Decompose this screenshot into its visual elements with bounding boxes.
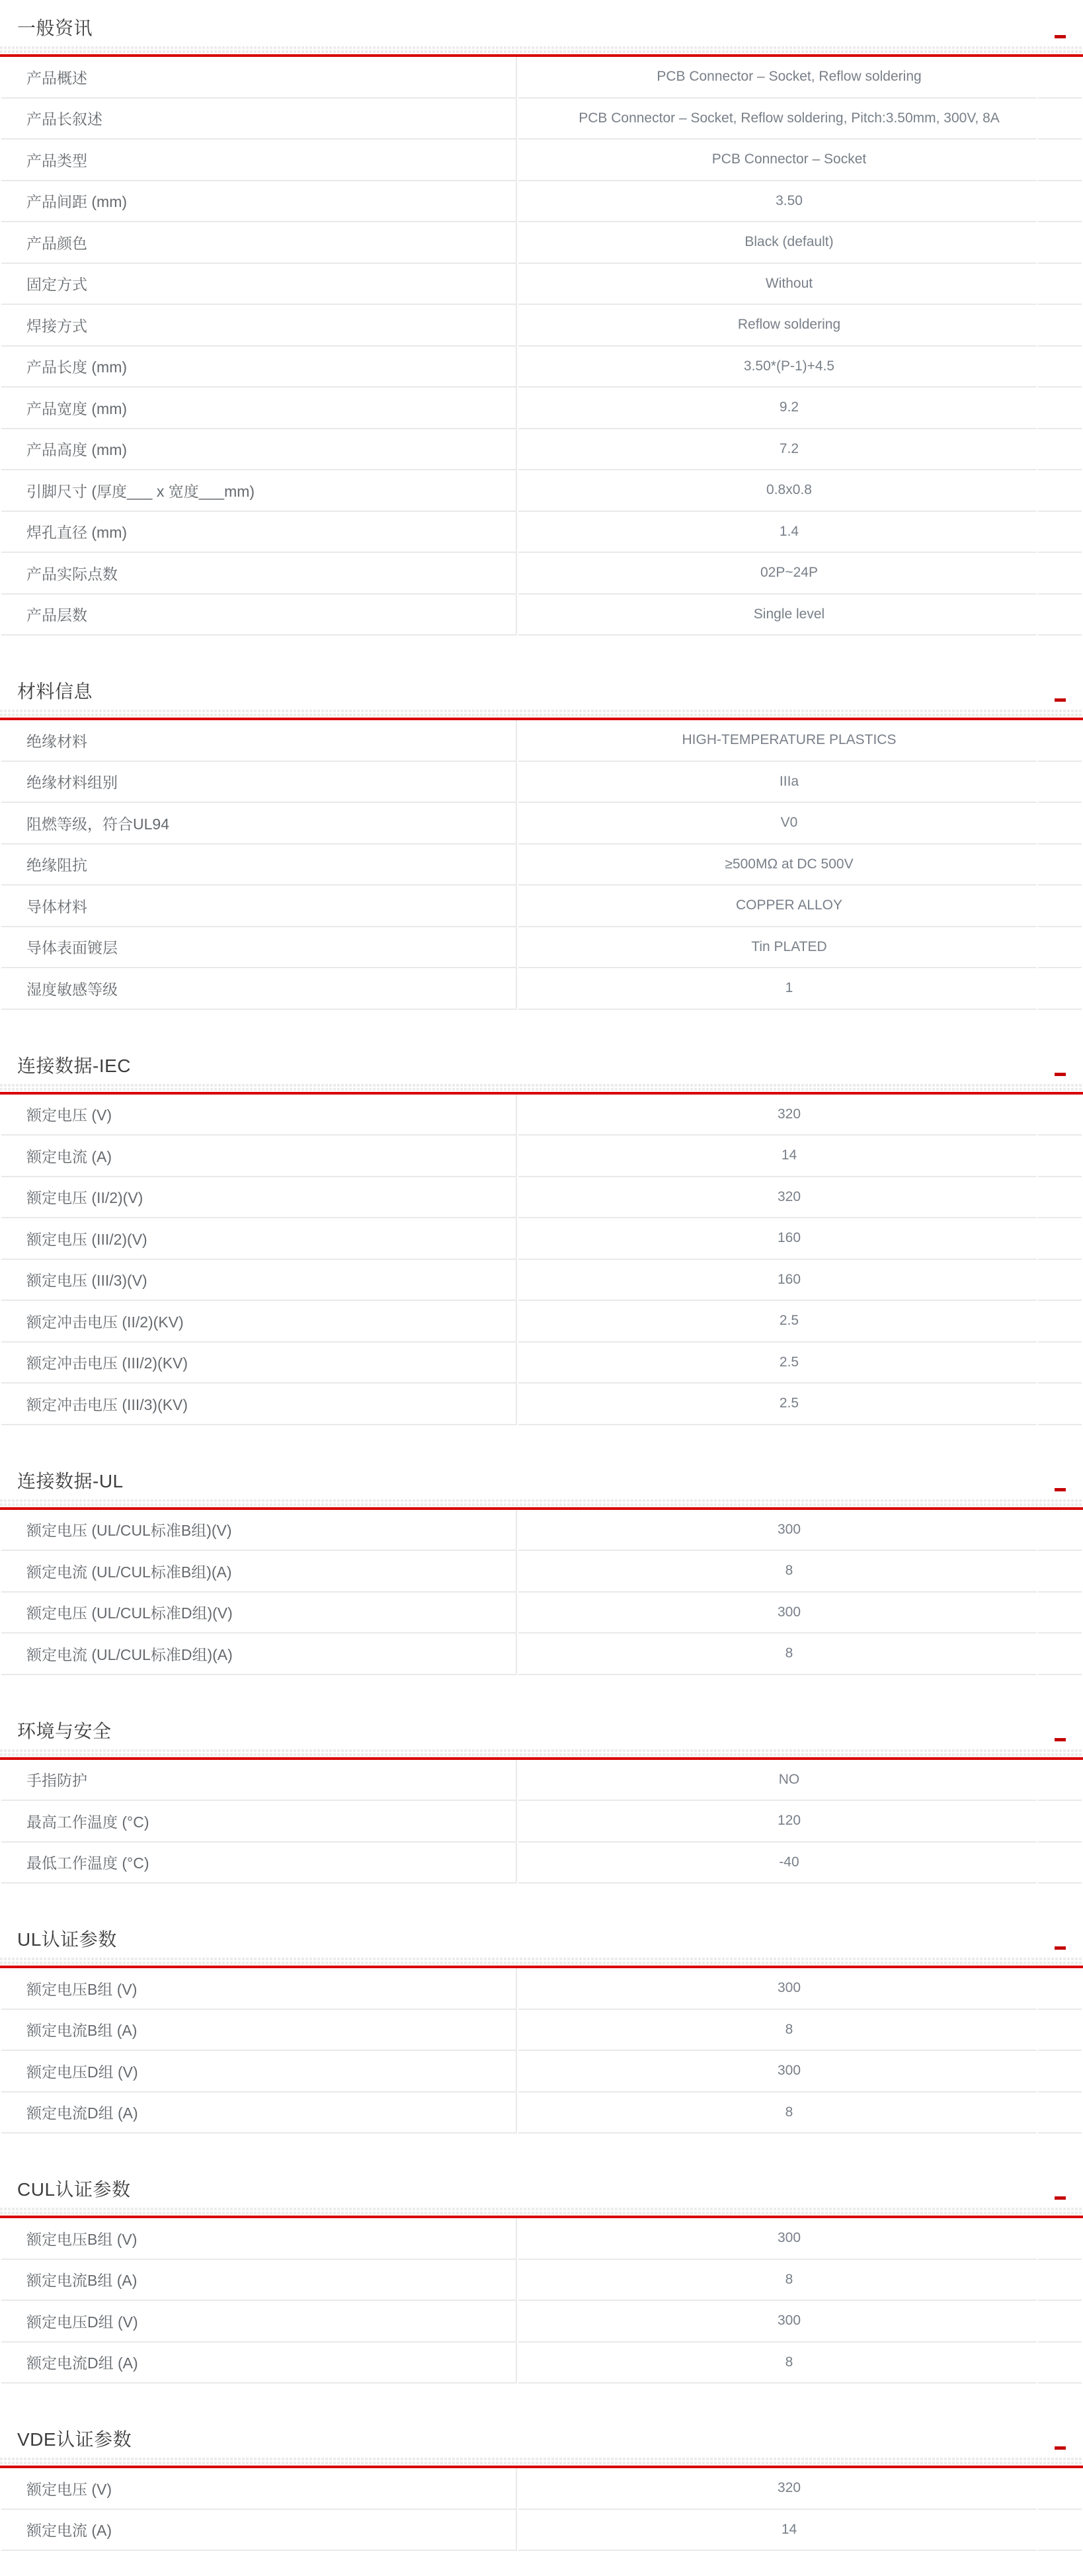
table-row xyxy=(1,140,1082,181)
table-row xyxy=(1,99,1082,140)
row-value: 160 xyxy=(518,1218,1037,1260)
row-label: 额定电流 (UL/CUL标准D组)(A) xyxy=(1,1634,517,1675)
table-row xyxy=(1,968,1082,1010)
row-spacer xyxy=(1038,57,1082,99)
section-rule-texture xyxy=(0,46,1083,54)
section-header xyxy=(0,17,1083,40)
row-value: 160 xyxy=(518,1260,1037,1302)
row-value: 1.4 xyxy=(518,512,1037,554)
table-row xyxy=(1,181,1082,223)
row-spacer xyxy=(1038,470,1082,512)
row-value: 320 xyxy=(518,2468,1037,2510)
collapse-minus-icon[interactable] xyxy=(1055,35,1066,38)
spec-table-body xyxy=(1,720,1082,1010)
spec-table-body xyxy=(1,1968,1082,2134)
collapse-minus-icon[interactable] xyxy=(1055,1073,1066,1076)
row-spacer xyxy=(1038,1760,1082,1802)
row-spacer xyxy=(1038,305,1082,347)
spec-section xyxy=(0,681,1083,1010)
row-label: 产品实际点数 xyxy=(1,553,517,595)
row-value: IIIa xyxy=(518,762,1037,804)
row-label: 产品层数 xyxy=(1,595,517,636)
row-spacer xyxy=(1038,140,1082,181)
spec-table xyxy=(0,2468,1083,2551)
row-value: 300 xyxy=(518,1968,1037,2010)
section-title: CUL认证参数 xyxy=(17,2179,131,2200)
row-value: 300 xyxy=(518,2218,1037,2260)
row-label: 额定电压D组 (V) xyxy=(1,2301,517,2343)
row-spacer xyxy=(1038,388,1082,429)
table-row xyxy=(1,1801,1082,1843)
row-label: 湿度敏感等级 xyxy=(1,968,517,1010)
spec-table-body xyxy=(1,2468,1082,2551)
spec-section xyxy=(0,1470,1083,1675)
spec-section xyxy=(0,2429,1083,2551)
row-spacer xyxy=(1038,1384,1082,1425)
table-row xyxy=(1,1968,1082,2010)
row-spacer xyxy=(1038,1593,1082,1634)
table-row xyxy=(1,1343,1082,1384)
spec-table-body xyxy=(1,1760,1082,1884)
row-label: 导体材料 xyxy=(1,886,517,927)
row-spacer xyxy=(1038,803,1082,845)
row-spacer xyxy=(1038,1801,1082,1843)
row-label: 额定电流B组 (A) xyxy=(1,2010,517,2052)
row-value: COPPER ALLOY xyxy=(518,886,1037,927)
row-label: 产品间距 (mm) xyxy=(1,181,517,223)
row-label: 额定电压 (UL/CUL标准D组)(V) xyxy=(1,1593,517,1634)
row-spacer xyxy=(1038,264,1082,306)
row-label: 产品颜色 xyxy=(1,222,517,264)
table-row xyxy=(1,1136,1082,1177)
row-value: V0 xyxy=(518,803,1037,845)
row-spacer xyxy=(1038,2468,1082,2510)
row-value: PCB Connector – Socket xyxy=(518,140,1037,181)
row-value: 300 xyxy=(518,2301,1037,2343)
row-spacer xyxy=(1038,2051,1082,2093)
section-title: 连接数据-IEC xyxy=(17,1055,132,1076)
table-row xyxy=(1,2093,1082,2134)
section-title: 环境与安全 xyxy=(17,1720,112,1741)
section-rule-texture xyxy=(0,1749,1083,1757)
table-row xyxy=(1,57,1082,99)
row-value: HIGH-TEMPERATURE PLASTICS xyxy=(518,720,1037,762)
row-label: 额定电流D组 (A) xyxy=(1,2093,517,2134)
row-label: 绝缘材料组别 xyxy=(1,762,517,804)
section-header xyxy=(0,1720,1083,1743)
row-spacer xyxy=(1038,2343,1082,2384)
spec-sections xyxy=(0,17,1083,2551)
section-header xyxy=(0,1470,1083,1493)
table-row xyxy=(1,1760,1082,1802)
table-row xyxy=(1,886,1082,927)
collapse-minus-icon[interactable] xyxy=(1055,1488,1066,1491)
row-spacer xyxy=(1038,927,1082,969)
row-value: 9.2 xyxy=(518,388,1037,429)
row-value: PCB Connector – Socket, Reflow soldering xyxy=(518,57,1037,99)
spec-table-body xyxy=(1,57,1082,636)
row-label: 产品类型 xyxy=(1,140,517,181)
spec-table xyxy=(0,1510,1083,1675)
row-value: 320 xyxy=(518,1177,1037,1219)
row-label: 最高工作温度 (°C) xyxy=(1,1801,517,1843)
row-spacer xyxy=(1038,1343,1082,1384)
table-row xyxy=(1,595,1082,636)
row-value: 320 xyxy=(518,1095,1037,1136)
row-value: 8 xyxy=(518,2343,1037,2384)
row-spacer xyxy=(1038,2260,1082,2302)
row-label: 焊孔直径 (mm) xyxy=(1,512,517,554)
row-spacer xyxy=(1038,2010,1082,2052)
row-label: 额定电压B组 (V) xyxy=(1,2218,517,2260)
row-value: NO xyxy=(518,1760,1037,1802)
table-row xyxy=(1,2468,1082,2510)
row-label: 额定电流 (A) xyxy=(1,2510,517,2552)
row-label: 额定冲击电压 (II/2)(KV) xyxy=(1,1301,517,1343)
row-value: Single level xyxy=(518,595,1037,636)
section-rule-texture xyxy=(0,710,1083,718)
row-value: Tin PLATED xyxy=(518,927,1037,969)
collapse-minus-icon[interactable] xyxy=(1055,2196,1066,2200)
row-label: 引脚尺寸 (厚度___ x 宽度___mm) xyxy=(1,470,517,512)
row-value: 120 xyxy=(518,1801,1037,1843)
row-value: 2.5 xyxy=(518,1301,1037,1343)
row-label: 产品宽度 (mm) xyxy=(1,388,517,429)
section-header xyxy=(0,1055,1083,1077)
table-row xyxy=(1,264,1082,306)
row-label: 产品高度 (mm) xyxy=(1,429,517,471)
row-value: ≥500MΩ at DC 500V xyxy=(518,845,1037,886)
table-row xyxy=(1,1634,1082,1675)
table-row xyxy=(1,2301,1082,2343)
row-spacer xyxy=(1038,1634,1082,1675)
row-spacer xyxy=(1038,553,1082,595)
table-row xyxy=(1,762,1082,804)
row-spacer xyxy=(1038,2218,1082,2260)
row-label: 额定冲击电压 (III/3)(KV) xyxy=(1,1384,517,1425)
table-row xyxy=(1,512,1082,554)
table-row xyxy=(1,429,1082,471)
row-label: 导体表面镀层 xyxy=(1,927,517,969)
table-row xyxy=(1,2260,1082,2302)
row-label: 产品概述 xyxy=(1,57,517,99)
row-value: 8 xyxy=(518,2093,1037,2134)
section-rule-texture xyxy=(0,1958,1083,1966)
row-label: 额定电压 (V) xyxy=(1,1095,517,1136)
row-value: Without xyxy=(518,264,1037,306)
row-spacer xyxy=(1038,968,1082,1010)
row-spacer xyxy=(1038,222,1082,264)
table-row xyxy=(1,388,1082,429)
row-value: 8 xyxy=(518,2010,1037,2052)
section-rule-texture xyxy=(0,1499,1083,1507)
row-label: 绝缘材料 xyxy=(1,720,517,762)
row-value: 1 xyxy=(518,968,1037,1010)
row-value: Reflow soldering xyxy=(518,305,1037,347)
row-value: 300 xyxy=(518,2051,1037,2093)
row-value: 14 xyxy=(518,1136,1037,1177)
row-label: 额定电压 (III/3)(V) xyxy=(1,1260,517,1302)
spec-section xyxy=(0,2179,1083,2384)
section-header xyxy=(0,2179,1083,2201)
row-spacer xyxy=(1038,595,1082,636)
table-row xyxy=(1,803,1082,845)
table-row xyxy=(1,1510,1082,1552)
row-value: 14 xyxy=(518,2510,1037,2552)
row-label: 额定电压 (II/2)(V) xyxy=(1,1177,517,1219)
row-label: 额定电压 (III/2)(V) xyxy=(1,1218,517,1260)
row-spacer xyxy=(1038,99,1082,140)
section-rule-texture xyxy=(0,1084,1083,1092)
table-row xyxy=(1,1551,1082,1593)
section-rule-texture xyxy=(0,2458,1083,2466)
collapse-minus-icon[interactable] xyxy=(1055,2446,1066,2450)
table-row xyxy=(1,927,1082,969)
collapse-minus-icon[interactable] xyxy=(1055,698,1066,702)
spec-table xyxy=(0,1095,1083,1425)
table-row xyxy=(1,305,1082,347)
row-spacer xyxy=(1038,762,1082,804)
row-label: 手指防护 xyxy=(1,1760,517,1802)
section-title: 连接数据-UL xyxy=(17,1470,124,1491)
collapse-minus-icon[interactable] xyxy=(1055,1738,1066,1741)
spec-section xyxy=(0,17,1083,636)
table-row xyxy=(1,2343,1082,2384)
row-spacer xyxy=(1038,181,1082,223)
row-label: 额定电压B组 (V) xyxy=(1,1968,517,2010)
spec-table xyxy=(0,2218,1083,2384)
section-header xyxy=(0,681,1083,703)
row-value: 3.50*(P-1)+4.5 xyxy=(518,347,1037,388)
table-row xyxy=(1,1260,1082,1302)
row-value: 300 xyxy=(518,1510,1037,1552)
row-value: 3.50 xyxy=(518,181,1037,223)
row-label: 额定电压D组 (V) xyxy=(1,2051,517,2093)
table-row xyxy=(1,1177,1082,1219)
table-row xyxy=(1,2010,1082,2052)
spec-table-body xyxy=(1,1095,1082,1425)
row-label: 阻燃等级，符合UL94 xyxy=(1,803,517,845)
table-row xyxy=(1,1843,1082,1884)
row-label: 额定电流 (UL/CUL标准B组)(A) xyxy=(1,1551,517,1593)
table-row xyxy=(1,1384,1082,1425)
row-spacer xyxy=(1038,347,1082,388)
section-title: 材料信息 xyxy=(17,681,93,702)
spec-table-body xyxy=(1,2218,1082,2384)
table-row xyxy=(1,1218,1082,1260)
table-row xyxy=(1,222,1082,264)
row-spacer xyxy=(1038,886,1082,927)
table-row xyxy=(1,1593,1082,1634)
spec-table xyxy=(0,57,1083,636)
row-label: 产品长叙述 xyxy=(1,99,517,140)
row-value: 8 xyxy=(518,1551,1037,1593)
spec-table xyxy=(0,1760,1083,1884)
row-label: 额定电压 (V) xyxy=(1,2468,517,2510)
row-label: 产品长度 (mm) xyxy=(1,347,517,388)
table-row xyxy=(1,2218,1082,2260)
spec-section xyxy=(0,1929,1083,2134)
row-value: PCB Connector – Socket, Reflow soldering, Pitch:3.50mm, 300V, 8A xyxy=(518,99,1037,140)
row-spacer xyxy=(1038,1136,1082,1177)
row-spacer xyxy=(1038,1260,1082,1302)
row-spacer xyxy=(1038,1843,1082,1884)
section-title: UL认证参数 xyxy=(17,1929,117,1950)
table-row xyxy=(1,1095,1082,1136)
row-label: 最低工作温度 (°C) xyxy=(1,1843,517,1884)
row-value: Black (default) xyxy=(518,222,1037,264)
table-row xyxy=(1,845,1082,886)
table-row xyxy=(1,720,1082,762)
row-spacer xyxy=(1038,1301,1082,1343)
spec-section xyxy=(0,1055,1083,1425)
table-row xyxy=(1,470,1082,512)
row-value: 2.5 xyxy=(518,1343,1037,1384)
row-spacer xyxy=(1038,720,1082,762)
section-header xyxy=(0,1929,1083,1951)
row-value: 7.2 xyxy=(518,429,1037,471)
row-spacer xyxy=(1038,1968,1082,2010)
spec-table xyxy=(0,720,1083,1010)
row-spacer xyxy=(1038,1510,1082,1552)
spec-table-body xyxy=(1,1510,1082,1675)
spec-table xyxy=(0,1968,1083,2134)
row-value: 0.8x0.8 xyxy=(518,470,1037,512)
row-value: 8 xyxy=(518,2260,1037,2302)
row-label: 额定电压 (UL/CUL标准B组)(V) xyxy=(1,1510,517,1552)
section-rule-texture xyxy=(0,2208,1083,2216)
row-spacer xyxy=(1038,2093,1082,2134)
table-row xyxy=(1,1301,1082,1343)
table-row xyxy=(1,2510,1082,2552)
collapse-minus-icon[interactable] xyxy=(1055,1946,1066,1950)
row-label: 额定电流 (A) xyxy=(1,1136,517,1177)
row-spacer xyxy=(1038,845,1082,886)
row-value: 02P~24P xyxy=(518,553,1037,595)
row-value: 8 xyxy=(518,1634,1037,1675)
row-spacer xyxy=(1038,1551,1082,1593)
row-spacer xyxy=(1038,2301,1082,2343)
row-spacer xyxy=(1038,1218,1082,1260)
row-label: 焊接方式 xyxy=(1,305,517,347)
spec-section xyxy=(0,1720,1083,1884)
table-row xyxy=(1,347,1082,388)
row-spacer xyxy=(1038,512,1082,554)
row-spacer xyxy=(1038,2510,1082,2552)
row-value: -40 xyxy=(518,1843,1037,1884)
section-title: 一般资讯 xyxy=(17,18,93,38)
table-row xyxy=(1,2051,1082,2093)
row-value: 300 xyxy=(518,1593,1037,1634)
row-spacer xyxy=(1038,1177,1082,1219)
row-label: 绝缘阻抗 xyxy=(1,845,517,886)
row-value: 2.5 xyxy=(518,1384,1037,1425)
section-header xyxy=(0,2429,1083,2451)
row-label: 额定冲击电压 (III/2)(KV) xyxy=(1,1343,517,1384)
row-label: 固定方式 xyxy=(1,264,517,306)
row-spacer xyxy=(1038,1095,1082,1136)
row-spacer xyxy=(1038,429,1082,471)
table-row xyxy=(1,553,1082,595)
section-title: VDE认证参数 xyxy=(17,2429,132,2450)
row-label: 额定电流B组 (A) xyxy=(1,2260,517,2302)
row-label: 额定电流D组 (A) xyxy=(1,2343,517,2384)
